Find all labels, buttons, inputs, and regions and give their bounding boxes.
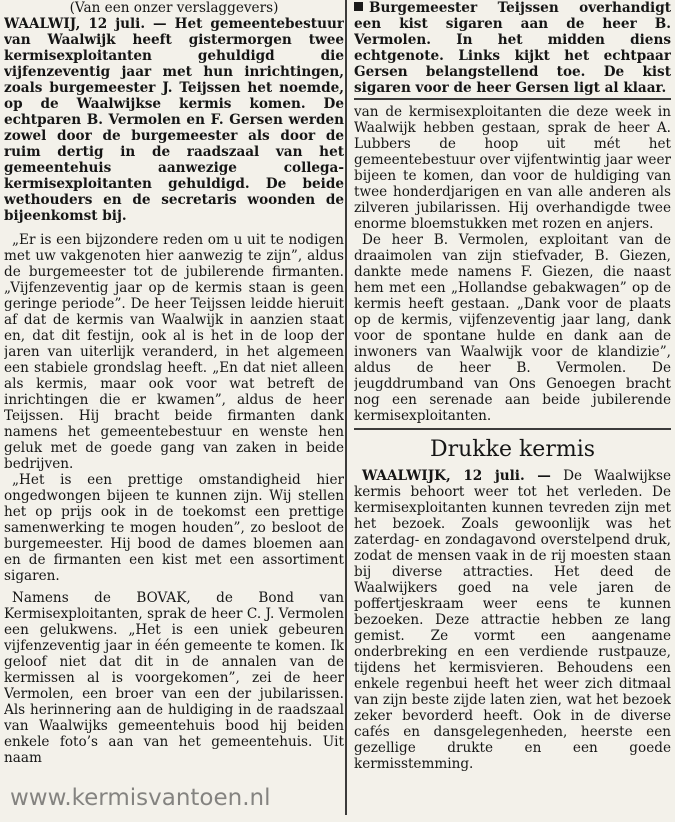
right-column [354, 0, 671, 772]
body-paragraph-2: „Het is een prettige omstandigheid hier ongedwongen bijeen te kunnen zijn. Wij stellen het op prijs ook in de toekomst een prettige samenwerking te mogen houden”, zo besloot de burgemeester. Hij bood de dames bloemen aan en de firmanten een kist met een assortiment sigaren. [4, 472, 344, 584]
photo-caption [354, 0, 671, 96]
body-paragraph-6-text: De Waalwijkse kermis behoort weer tot het verleden. De kermisexploitanten kunnen tevreden zijn met het bezoek. Zoals gewoonlijk was het zaterdag- en zondagavond overstelpend druk, zodat de mensen vaak in de rij moesten staan bij diverse attracties. Het deed de Waalwijkers goed na vele jaren de poffertjeskraam weer eens te kunnen bezoeken. Deze attractie hebben ze lang gemist. Ze vormt een aangename onderbreking en een verdiende rustpauze, tijdens het kermisvieren. Behoudens een enkele regenbui heeft het weer zich ditmaal van zijn beste zijde laten zien, wat het bezoek zeker bevorderd heeft. Ook in de diverse cafés en dansgelegenheden, heerste een gezellige drukte en een goede kermisstemming. [354, 468, 671, 772]
body-paragraph-6 [354, 468, 671, 772]
body-paragraph-4: van de kermisexploitanten die deze week in Waalwijk hebben gestaan, sprak de heer A. Lubbers de hoop uit mét het gemeentebestuur over vijfentwintig jaar weer bijeen te komen, dan voor de huldiging van twee honderdjarigen en van alle anderen als zilveren jubilarissen. Hij overhandigde twee enorme bloemstukken met rozen en anjers. [354, 104, 671, 232]
lead-text: Het gemeentebestuur van Waalwijk heeft gistermorgen twee kermisexploitanten gehuldigd die vijfenzeventig jaar met hun inrichtingen, zoals burgemeester J. Teijssen het noemde, op de Waalwijkse kermis komen. De echtparen B. Vermolen en F. Gersen werden zowel door de burgemeester als door de ruim dertig in de raadszaal van het gemeentehuis aanwezige collega-kermisexploitanten gehuldigd. De beide wethouders en de secretaris woonden de bijeenkomst bij. [4, 16, 344, 224]
body-paragraph-5: De heer B. Vermolen, exploitant van de draaimolen van zijn stiefvader, B. Giezen, dankte mede namens F. Giezen, die naast hem met een „Hollandse gebakwagen” op de kermis heeft gestaan. „Dank voor de plaats op de kermis, vijfenzeventig jaar lang, dank voor de spontane hulde en dank aan de inwoners van Waalwijk voor de klandizie”, aldus de heer B. Vermolen. De jeugddrumband van Ons Genoegen bracht nog een serenade aan beide jubilerende kermisexploitanten. [354, 232, 671, 424]
left-column [4, 0, 344, 766]
body-paragraph-3: Namens de BOVAK, de Bond van Kermisexploitanten, sprak de heer C. J. Vermolen een gelukwens. „Het is een uniek gebeuren vijfenzeventig jaar in één gemeente te komen. Ik geloof niet dat dit in de annalen van de kermissen al is voorgekomen”, zei de heer Vermolen, een broer van een der jubilarissen. Als herinnering aan de huldiging in de raadszaal van Waalwijks gemeentehuis bood hij beiden enkele foto’s aan van het gemeentehuis. Uit naam [4, 590, 344, 766]
watermark: www.kermisvantoen.nl [10, 785, 271, 811]
dateline: WAALWIJK, 12 juli. — [362, 468, 551, 484]
caption-divider [354, 98, 671, 100]
caption-text: Burgemeester Teijssen overhandigt een kist sigaren aan de heer B. Vermolen. In het midden diens echtgenote. Links kijkt het echtpaar Gersen belangstellend toe. De kist sigaren voor de heer Gersen ligt al klaar. [354, 0, 671, 96]
body-paragraph-1: „Er is een bijzondere reden om u uit te nodigen met uw vakgenoten hier aanwezig te zijn”, aldus de burgemeester tot de jubilerende firmanten. „Vijfenzeventig jaar op de kermis staan is geen geringe periode”. De heer Teijssen leidde hieruit af dat de kermis van Waalwijk in aanzien staat en, dat dit festijn, ook al is het in de loop der jaren van uiterlijk veranderd, in het algemeen een stabiele grondslag heeft. „En dat niet alleen als kermis, maar ook voor wat betreft de inrichtingen die er kwamen”, aldus de heer Teijssen. Hij bracht beide firmanten dank namens het gemeentebestuur en wenste hen geluk met de goede gang van zaken in beide bedrijven. [4, 232, 344, 472]
byline: (Van een onzer verslaggevers) [69, 0, 279, 16]
article-headline: Drukke kermis [429, 437, 596, 462]
square-bullet-icon [354, 2, 363, 11]
column-divider [345, 0, 347, 815]
section-divider [354, 428, 671, 430]
lead-paragraph [4, 16, 344, 224]
lead-dateline: WAALWIJ, 12 juli. — [4, 16, 167, 32]
